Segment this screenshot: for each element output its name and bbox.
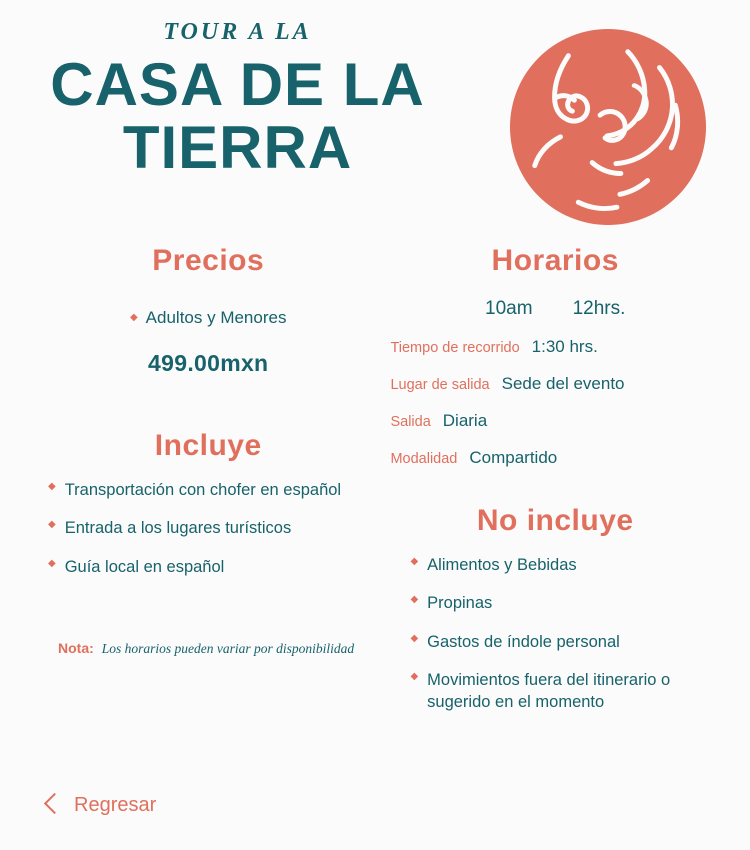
incluye-list [28, 479, 388, 578]
nota-text: Los horarios pueden variar por disponibilidad [101, 640, 355, 656]
diamond-bullet-icon: ◆ [48, 481, 56, 492]
detail-row-lugar [388, 374, 722, 394]
precios-block [28, 308, 388, 377]
detail-value: Diaria [442, 411, 488, 430]
back-button-label: Regresar [74, 793, 157, 816]
no-incluye-heading: No incluye [476, 504, 634, 537]
detail-row-salida [388, 411, 722, 431]
content-columns [0, 244, 750, 713]
precios-item [28, 308, 388, 328]
list-item [48, 517, 388, 539]
back-button[interactable] [44, 792, 156, 818]
list-item [48, 556, 388, 578]
price-value: 499.00mxn [148, 350, 269, 376]
pre-title: TOUR A LA [163, 19, 312, 45]
detail-value: Sede del evento [501, 374, 625, 393]
incluye-heading: Incluye [154, 429, 262, 462]
list-item-label: Alimentos y Bebidas [427, 556, 577, 574]
detail-row-tiempo [388, 337, 722, 357]
precios-heading: Precios [152, 244, 265, 277]
right-column [388, 244, 722, 713]
list-item [410, 554, 722, 576]
list-item [410, 631, 722, 653]
diamond-bullet-icon: ◆ [410, 632, 419, 644]
detail-value: Compartido [469, 448, 558, 467]
list-item-label: Movimientos fuera del itinerario o sugerido en el momento [427, 670, 671, 712]
logo-container [465, 18, 750, 226]
detail-label: Tiempo de recorrido [390, 340, 520, 356]
page-title [10, 50, 465, 181]
chevron-left-icon [44, 792, 60, 818]
detail-label: Salida [390, 414, 431, 430]
earth-house-logo-icon [509, 28, 707, 226]
diamond-bullet-icon: ◆ [410, 556, 419, 567]
precios-item-label: Adultos y Menores [145, 308, 287, 327]
diamond-bullet-icon: ◆ [410, 670, 419, 682]
list-item-label: Transportación con chofer en español [64, 481, 342, 499]
list-item-label: Propinas [427, 594, 493, 613]
nota [28, 640, 388, 657]
list-item-label: Gastos de índole personal [427, 632, 620, 651]
detail-value: 1:30 hrs. [531, 337, 598, 356]
list-item [48, 479, 388, 501]
detail-label: Lugar de salida [390, 377, 490, 393]
left-column [28, 244, 388, 713]
list-item-label: Entrada a los lugares turísticos [64, 519, 292, 538]
horario-time: 10am [485, 298, 533, 319]
list-item [410, 669, 722, 714]
diamond-bullet-icon: ◆ [48, 519, 56, 531]
title-block [0, 18, 465, 179]
horario-time: 12hrs. [572, 298, 626, 319]
title-line-1: CASA DE LA [50, 50, 425, 118]
detail-label: Modalidad [390, 451, 458, 467]
no-incluye-list [388, 554, 722, 713]
horarios-times [388, 298, 722, 320]
title-line-2: TIERRA [122, 113, 353, 181]
list-item [410, 592, 722, 614]
nota-label: Nota: [58, 639, 94, 656]
detail-row-modalidad [388, 448, 722, 468]
diamond-bullet-icon: ◆ [410, 594, 419, 606]
horarios-heading: Horarios [491, 244, 619, 277]
diamond-bullet-icon: ◆ [48, 557, 56, 569]
list-item-label: Guía local en español [64, 557, 225, 576]
header [0, 0, 750, 226]
diamond-bullet-icon: ◆ [129, 312, 138, 323]
